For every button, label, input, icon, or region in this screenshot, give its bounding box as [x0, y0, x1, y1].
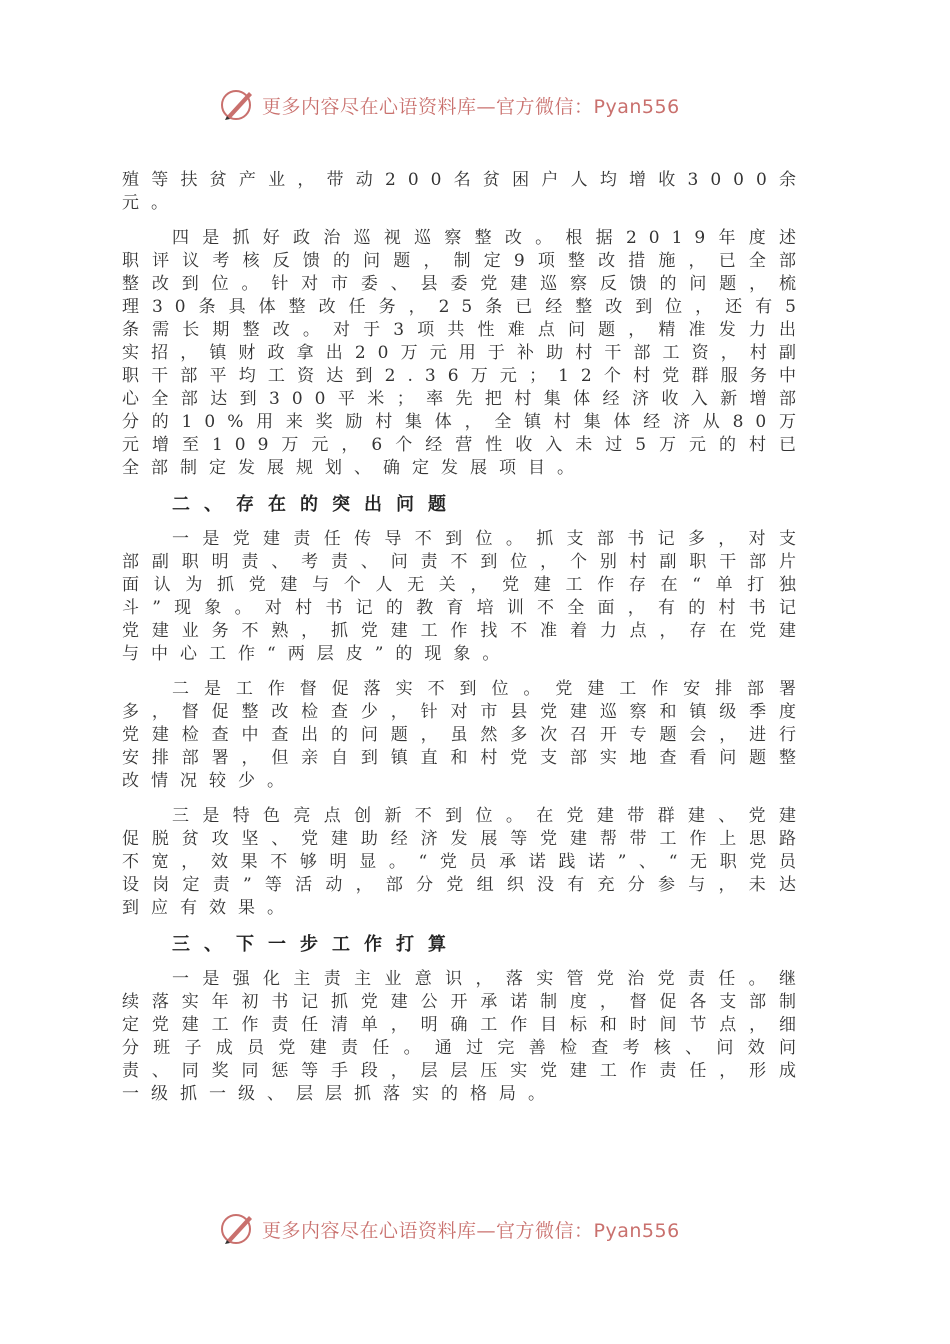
pen-logo-icon [219, 1210, 257, 1248]
section-heading-next-steps: 三、下一步工作打算 [172, 934, 460, 955]
banner-dash: — [476, 96, 497, 118]
banner-wechat-id: Pyan556 [593, 1220, 680, 1242]
banner-text [262, 92, 680, 119]
paragraph-strengthen: 一是强化主责主业意识，落实管党治党责任。继续落实年初书记抓党建公开承诺制度，督促各支部制定党建工作责任清单，明确工作目标和时间节点，细分班子成员党建责任。通过完善检查考核、问效问责、同奖同惩等手段，层层压实党建工作责任，形成一级抓一级、层层抓落实的格局。 [122, 969, 808, 1104]
banner-main-text: 更多内容尽在心语资料库 [262, 96, 477, 118]
paragraph-continuation: 殖等扶贫产业，带动200名贫困户人均增收3000余元。 [122, 170, 808, 213]
pen-logo-icon [219, 86, 257, 124]
banner-official-label: 官方微信： [496, 1220, 594, 1242]
paragraph-supervision: 二是工作督促落实不到位。党建工作安排部署多，督促整改检查少，针对市县党建巡察和镇级季度党建检查中查出的问题，虽然多次召开专题会，进行安排部署，但亲自到镇直和村党支部实地查看问题整改情况较少。 [122, 679, 808, 791]
paragraph-responsibility: 一是党建责任传导不到位。抓支部书记多，对支部副职明责、考责、问责不到位，个别村副职干部片面认为抓党建与个人无关，党建工作存在“单打独斗”现象。对村书记的教育培训不全面，有的村书记党建业务不熟，抓党建工作找不准着力点，存在党建与中心工作“两层皮”的现象。 [122, 529, 808, 664]
footer-banner [0, 1208, 950, 1252]
section-heading-problems: 二、存在的突出问题 [172, 494, 460, 515]
banner-text [262, 1216, 680, 1243]
header-banner [0, 84, 950, 128]
banner-main-text: 更多内容尽在心语资料库 [262, 1220, 477, 1242]
paragraph-innovation: 三是特色亮点创新不到位。在党建带群建、党建促脱贫攻坚、党建助经济发展等党建帮带工作上思路不宽，效果不够明显。“党员承诺践诺”、“无职党员设岗定责”等活动，部分党组织没有充分参与，未达到应有效果。 [122, 806, 808, 918]
paragraph-inspection-rectification: 四是抓好政治巡视巡察整改。根据2019年度述职评议考核反馈的问题，制定9项整改措施，已全部整改到位。针对市委、县委党建巡察反馈的问题，梳理30条具体整改任务，25条已经整改到位，还有5条需长期整改。对于3项共性难点问题，精准发力出实招，镇财政拿出20万元用于补助村干部工资，村副职干部平均工资达到2.36万元；12个村党群服务中心全部达到300平米；率先把村集体经济收入新增部分的10%用来奖励村集体，全镇村集体经济从80万元增至109万元，6个经营性收入未过5万元的村已全部制定发展规划、确定发展项目。 [122, 228, 808, 478]
banner-dash: — [476, 1220, 497, 1242]
document-body [122, 169, 808, 1118]
banner-wechat-id: Pyan556 [593, 96, 680, 118]
banner-official-label: 官方微信： [496, 96, 594, 118]
